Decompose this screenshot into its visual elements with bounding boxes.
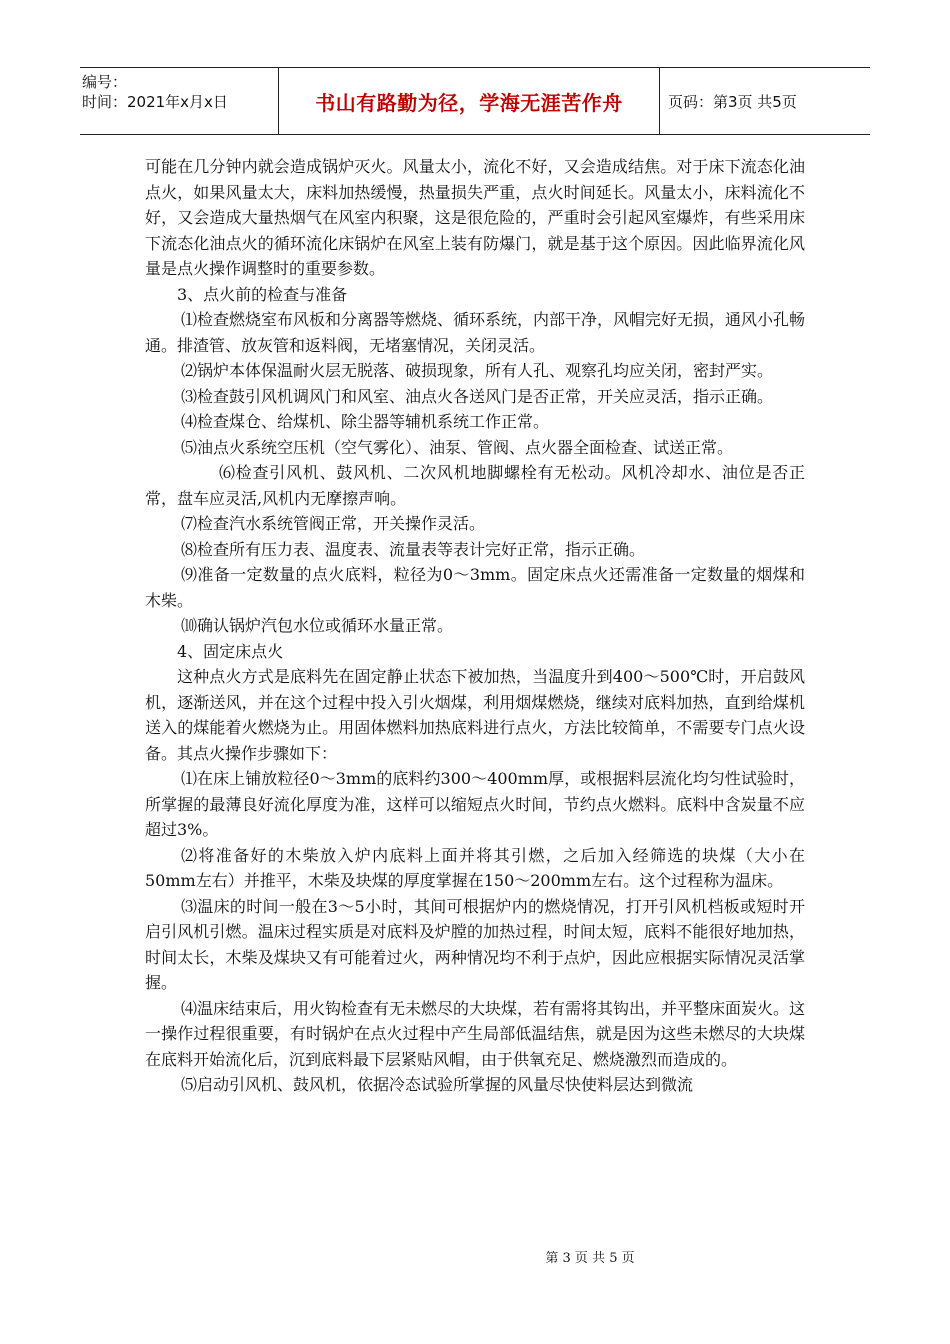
list-item: ⑴在床上铺放粒径0～3mm的底料约300～400mm厚，或根据料层流化均匀性试验时，所掌握的最薄良好流化厚度为准，这样可以缩短点火时间，节约点火燃料。底料中含炭量不应超过3%。: [145, 769, 805, 839]
section-heading: 3、点火前的检查与准备: [177, 284, 348, 304]
list-item: ⑹检查引风机、鼓风机、二次风机地脚螺栓有无松动。风机冷却水、油位是否正常，盘车应灵活,风机内无摩擦声响。: [145, 463, 805, 508]
list-item: ⑶检查鼓引风机调风门和风室、油点火各送风门是否正常，开关应灵活，指示正确。: [181, 386, 774, 406]
list-item: ⑸启动引风机、鼓风机，依据冷态试验所掌握的风量尽快使料层达到微流: [181, 1075, 694, 1094]
document-number-label: 编号：: [82, 73, 128, 91]
section-heading: 4、固定床点火: [177, 641, 284, 661]
page-footer: 第 3 页 共 5 页: [545, 1251, 635, 1266]
header-meta: [80, 68, 278, 134]
list-item: ⑺检查汽水系统管阀正常，开关操作灵活。: [181, 514, 486, 533]
page-header: [80, 67, 870, 135]
list-item: ⑵将准备好的木柴放入炉内底料上面并将其引燃，之后加入经筛选的块煤（大小在50mm左右）并推平，木柴及块煤的厚度掌握在150～200mm左右。这个过程称为温床。: [145, 845, 805, 890]
header-motto: 书山有路勤为径，学海无涯苦作舟: [278, 68, 660, 134]
document-time-label: 时间：2021年x月x日: [82, 93, 228, 111]
list-item: ⑼准备一定数量的点火底料，粒径为0～3mm。固定床点火还需准备一定数量的烟煤和木柴。: [145, 565, 805, 610]
list-item: ⑸油点火系统空压机（空气雾化）、油泵、管阀、点火器全面检查、试送正常。: [181, 437, 734, 457]
list-item: ⑶温床的时间一般在3～5小时，其间可根据炉内的燃烧情况，打开引风机档板或短时开启引风机引燃。温床过程实质是对底料及炉膛的加热过程，时间太短，底料不能很好地加热，时间太长，木柴及煤块又有可能着过火，两种情况均不利于点炉，因此应根据实际情况灵活掌握。: [145, 896, 805, 992]
header-page-info: 页码：第3页 共5页: [668, 92, 797, 111]
list-item: ⑷温床结束后，用火钩检查有无未燃尽的大块煤，若有需将其钩出，并平整床面炭火。这一操作过程很重要，有时锅炉在点火过程中产生局部低温结焦，就是因为这些未燃尽的大块煤在底料开始流化后，沉到底料最下层紧贴风帽，由于供氧充足、燃烧激烈而造成的。: [145, 998, 806, 1069]
paragraph: 这种点火方式是底料先在固定静止状态下被加热，当温度升到400～500℃时，开启鼓风机，逐渐送风，并在这个过程中投入引火烟煤，利用烟煤燃烧，继续对底料加热，直到给煤机送入的煤能着火燃烧为止。用固体燃料加热底料进行点火，方法比较简单，不需要专门点火设备。其点火操作步骤如下：: [145, 667, 805, 763]
list-item: ⑵锅炉本体保温耐火层无脱落、破损现象，所有人孔、观察孔均应关闭，密封严实。: [181, 361, 774, 380]
list-item: ⑴检查燃烧室布风板和分离器等燃烧、循环系统，内部干净，风帽完好无损，通风小孔畅通。排渣管、放灰管和返料阀，无堵塞情况，关闭灵活。: [145, 310, 806, 355]
list-item: ⑽确认锅炉汽包水位或循环水量正常。: [181, 616, 454, 635]
list-item: ⑻检查所有压力表、温度表、流量表等表计完好正常，指示正确。: [181, 539, 646, 559]
paragraph: 可能在几分钟内就会造成锅炉灭火。风量太小，流化不好，又会造成结焦。对于床下流态化油点火，如果风量太大，床料加热缓慢，热量损失严重，点火时间延长。风量太小，床料流化不好，又会造成大量热烟气在风室内积聚，这是很危险的，严重时会引起风室爆炸，有些采用床下流态化油点火的循环流化床锅炉在风室上装有防爆门，就是基于这个原因。因此临界流化风量是点火操作调整时的重要参数。: [145, 157, 805, 278]
list-item: ⑷检查煤仓、给煤机、除尘器等辅机系统工作正常。: [181, 412, 550, 431]
document-body: [145, 154, 805, 1098]
